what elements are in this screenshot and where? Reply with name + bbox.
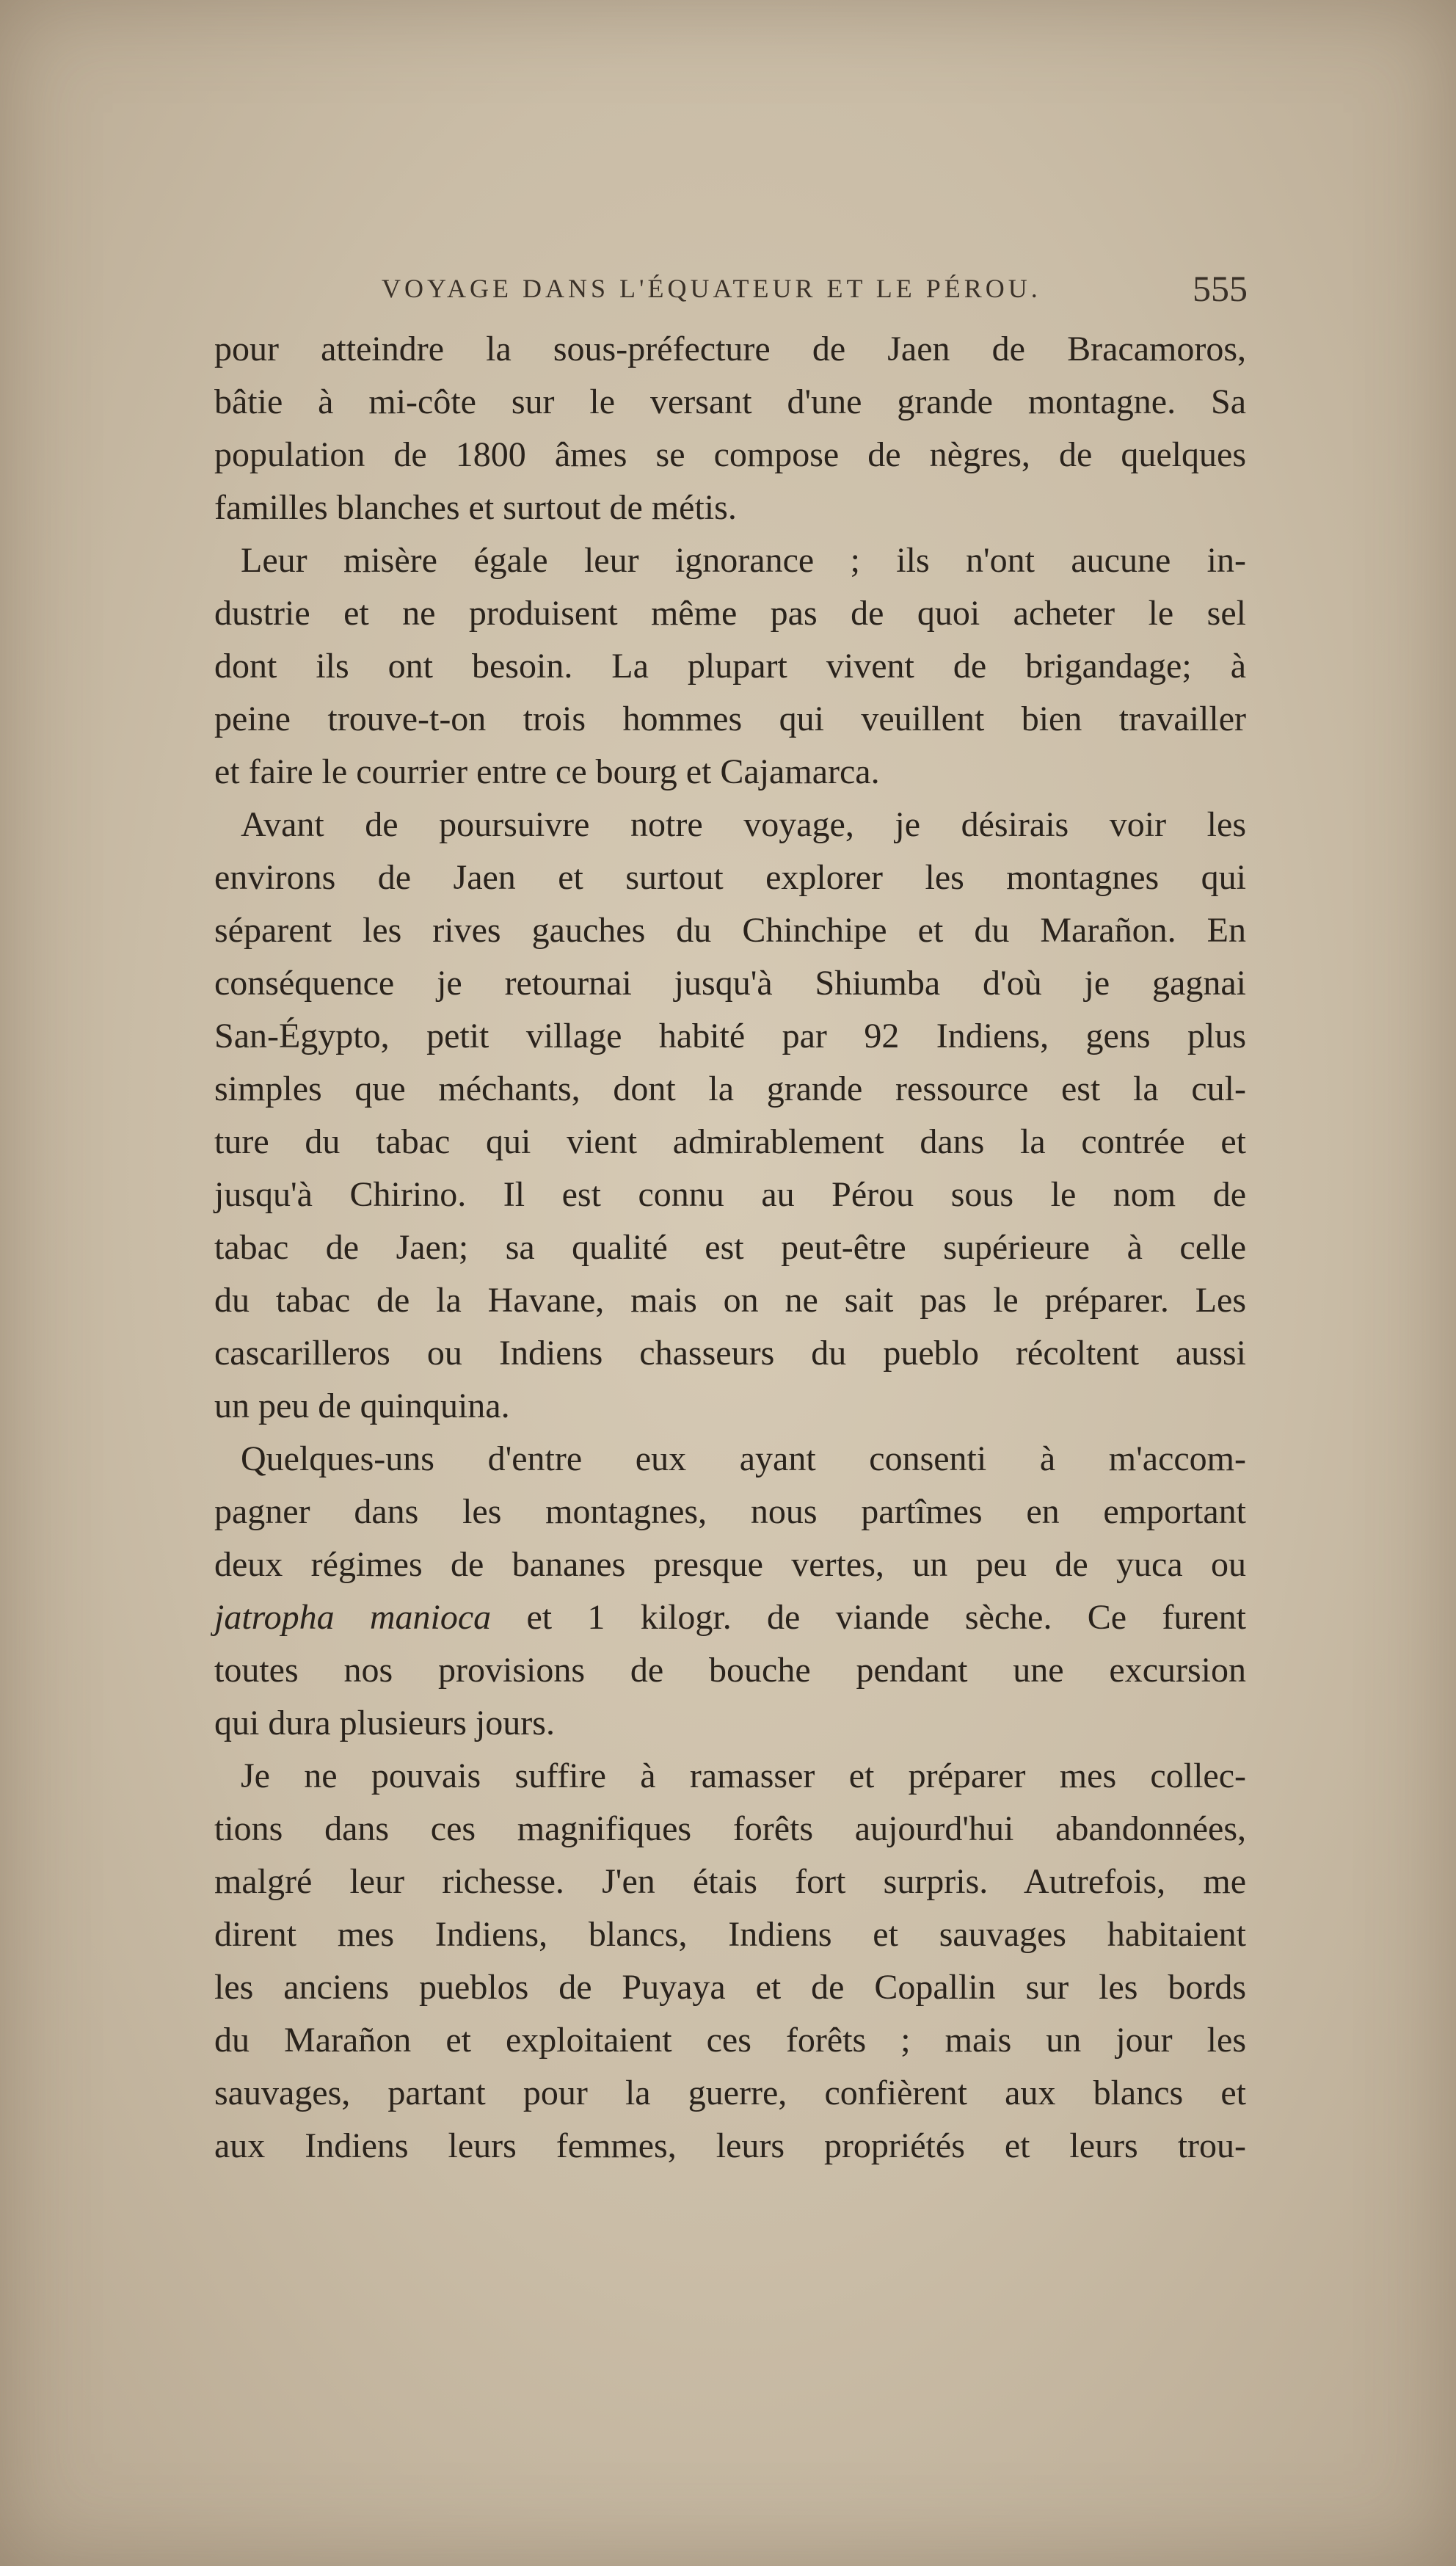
text-line: dirent mes Indiens, blancs, Indiens et sauvages habitaient	[214, 1915, 1246, 1954]
page-number: 555	[1193, 268, 1248, 309]
text-line: dustrie et ne produisent même pas de quoi acheter le sel	[214, 594, 1246, 633]
text-line: San-Égypto, petit village habité par 92 Indiens, gens plus	[214, 1017, 1246, 1055]
text-line: du tabac de la Havane, mais on ne sait pas le préparer. Les	[214, 1281, 1246, 1320]
text-line: du Marañon et exploitaient ces forêts ; mais un jour les	[214, 2021, 1246, 2060]
text-line: tabac de Jaen; sa qualité est peut-être supérieure à celle	[214, 1228, 1246, 1267]
text-line: peine trouve-t-on trois hommes qui veuillent bien travailler	[214, 699, 1246, 738]
text-line: aux Indiens leurs femmes, leurs propriétés et leurs trou-	[214, 2126, 1246, 2165]
text-line: Je ne pouvais suffire à ramasser et préparer mes collec-	[241, 1756, 1246, 1795]
text-line: population de 1800 âmes se compose de nègres, de quelques	[214, 435, 1246, 474]
text-line: et faire le courrier entre ce bourg et Cajamarca.	[214, 752, 880, 791]
text-line: cascarilleros ou Indiens chasseurs du pueblo récoltent aussi	[214, 1334, 1246, 1373]
text-line: pour atteindre la sous-préfecture de Jaen de Bracamoros,	[214, 330, 1246, 368]
text-line: deux régimes de bananes presque vertes, un peu de yuca ou	[214, 1545, 1246, 1584]
running-head	[213, 268, 1248, 317]
body-text	[214, 323, 1246, 2173]
text-line: dont ils ont besoin. La plupart vivent de brigandage; à	[214, 647, 1246, 686]
text-line: Leur misère égale leur ignorance ; ils n'ont aucune in-	[241, 541, 1246, 580]
running-title: VOYAGE DANS L'ÉQUATEUR ET LE PÉROU.	[382, 274, 1041, 303]
text-line: qui dura plusieurs jours.	[214, 1704, 555, 1742]
text-line: jusqu'à Chirino. Il est connu au Pérou sous le nom de	[214, 1175, 1246, 1214]
text-line: tions dans ces magnifiques forêts aujourd'hui abandonnées,	[214, 1809, 1246, 1848]
text-line: environs de Jaen et surtout explorer les montagnes qui	[214, 858, 1246, 897]
text-line: Avant de poursuivre notre voyage, je désirais voir les	[241, 805, 1246, 844]
text-line: bâtie à mi-côte sur le versant d'une grande montagne. Sa	[214, 382, 1246, 421]
text-line: les anciens pueblos de Puyaya et de Copallin sur les bords	[214, 1968, 1246, 2007]
text-line: séparent les rives gauches du Chinchipe et du Marañon. En	[214, 911, 1246, 950]
text-line: familles blanches et surtout de métis.	[214, 488, 737, 527]
text-line: Quelques-uns d'entre eux ayant consenti à m'accom-	[241, 1439, 1246, 1478]
text-line: toutes nos provisions de bouche pendant une excursion	[214, 1651, 1246, 1690]
text-line: malgré leur richesse. J'en étais fort surpris. Autrefois, me	[214, 1862, 1246, 1901]
text-line: sauvages, partant pour la guerre, confièrent aux blancs et	[214, 2073, 1246, 2112]
text-line-italic	[214, 1591, 1246, 1644]
text-line: un peu de quinquina.	[214, 1386, 510, 1425]
text-line: conséquence je retournai jusqu'à Shiumba d'où je gagnai	[214, 964, 1246, 1003]
italic-term: jatropha manioca	[214, 1598, 492, 1637]
text-line: pagner dans les montagnes, nous partîmes en emportant	[214, 1492, 1246, 1531]
text-line: ture du tabac qui vient admirablement dans la contrée et	[214, 1122, 1246, 1161]
text-line: simples que méchants, dont la grande ressource est la cul-	[214, 1069, 1246, 1108]
italic-line-rest: et 1 kilogr. de viande sèche. Ce furent	[491, 1598, 1247, 1637]
